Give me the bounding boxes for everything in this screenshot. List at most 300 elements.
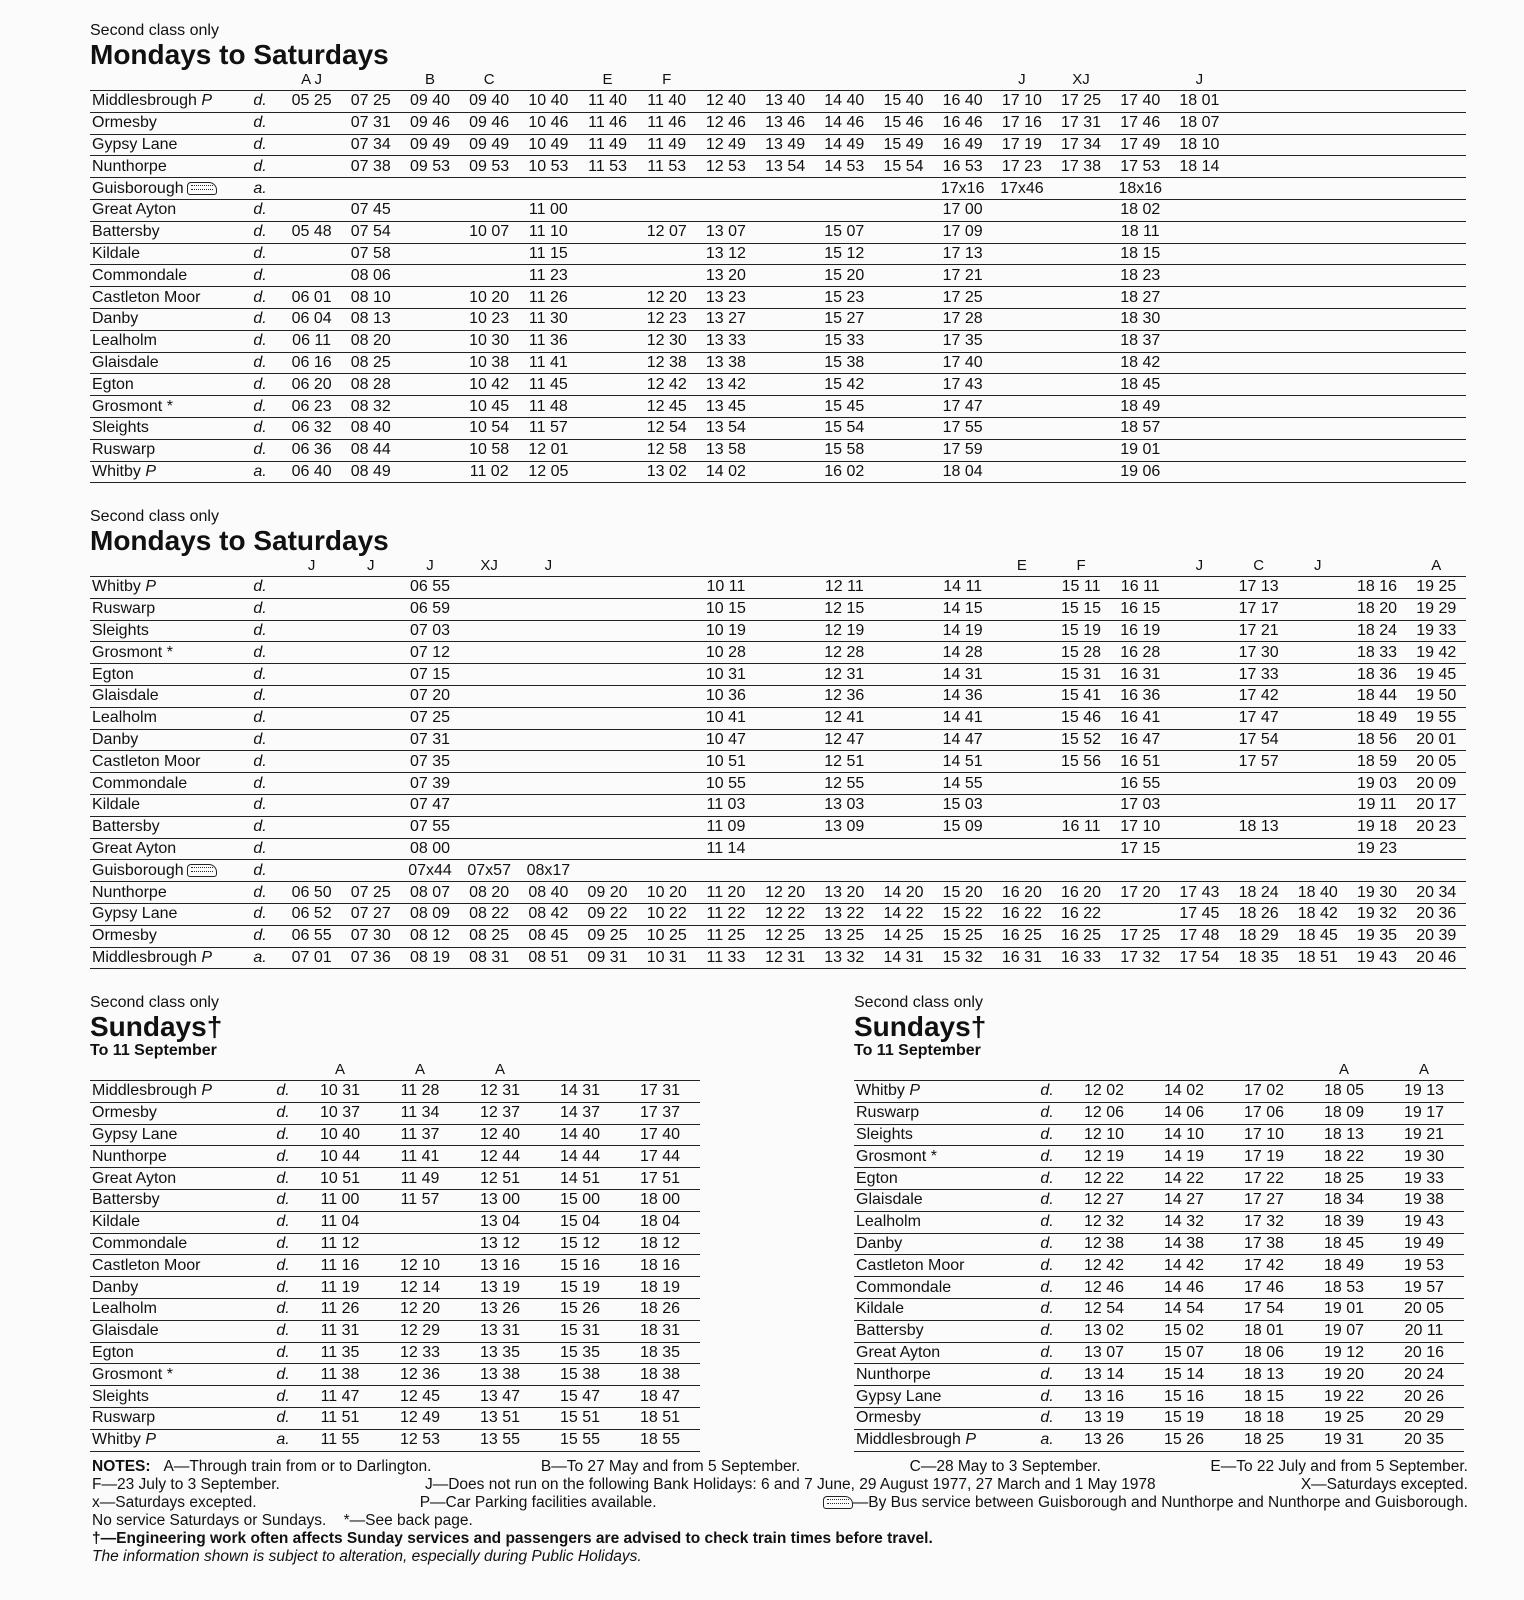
time-cell [578, 860, 637, 882]
footnote-code [933, 556, 992, 577]
time-cell [1170, 265, 1229, 287]
time-cell: 13 04 [460, 1211, 540, 1233]
arr-dep-marker: d. [266, 1407, 300, 1429]
time-cell [756, 221, 815, 243]
station-label: Castleton Moor [92, 752, 201, 770]
time-cell: 14 31 [933, 664, 992, 686]
time-cell: 10 49 [519, 134, 578, 156]
time-cell: 11 41 [519, 352, 578, 374]
footnote-code [1224, 1060, 1304, 1081]
time-cell: 20 05 [1407, 751, 1466, 773]
time-cell [992, 221, 1051, 243]
time-cell [1407, 439, 1466, 461]
time-cell [341, 707, 400, 729]
time-cell: 15 25 [933, 925, 992, 947]
time-cell [1051, 461, 1110, 483]
station-label: Middlesbrough [92, 948, 197, 966]
time-cell [1407, 221, 1466, 243]
station-label: Nunthorpe [92, 1147, 167, 1165]
time-cell: 19 18 [1347, 816, 1406, 838]
time-cell [992, 664, 1051, 686]
time-cell [1288, 265, 1347, 287]
time-cell: 17x46 [992, 178, 1051, 200]
timetable-sundays-outbound [90, 994, 700, 1452]
table-row [854, 1320, 1464, 1342]
time-cell: 06 55 [400, 577, 459, 599]
footnote-code: J [1018, 71, 1026, 88]
parking-marker: P [965, 1431, 977, 1449]
time-cell [341, 751, 400, 773]
time-cell: 17 40 [620, 1124, 700, 1146]
time-cell [282, 199, 341, 221]
time-cell [1229, 461, 1288, 483]
arr-dep-marker: d. [266, 1320, 300, 1342]
time-cell: 17 32 [1224, 1211, 1304, 1233]
station-name [90, 1342, 266, 1364]
time-cell [637, 642, 696, 664]
station-name [90, 729, 238, 751]
station-name [90, 1407, 266, 1429]
station-name [90, 265, 238, 287]
time-cell: 18 49 [1111, 396, 1170, 418]
time-cell: 10 22 [637, 903, 696, 925]
time-cell [696, 860, 755, 882]
time-cell: 12 40 [696, 91, 755, 113]
arr-dep-marker: d. [1030, 1146, 1064, 1168]
time-cell [874, 685, 933, 707]
time-cell: 12 46 [696, 112, 755, 134]
time-cell [1407, 417, 1466, 439]
time-cell: 13 38 [696, 352, 755, 374]
footnote-code-row [90, 70, 1466, 91]
time-cell: 13 16 [1064, 1386, 1144, 1408]
time-cell [1170, 417, 1229, 439]
time-cell: 17 31 [1051, 112, 1110, 134]
time-cell: 10 40 [300, 1124, 380, 1146]
time-cell [1170, 577, 1229, 599]
station-label: Middlesbrough [856, 1431, 961, 1449]
time-cell: 16 11 [1051, 816, 1110, 838]
station-label: Commondale [92, 266, 188, 284]
time-cell [1229, 199, 1288, 221]
time-cell [1229, 439, 1288, 461]
table-row [90, 642, 1466, 664]
time-cell: 16 31 [992, 947, 1051, 969]
time-cell [578, 816, 637, 838]
station-label: Danby [92, 310, 139, 328]
time-cell [1288, 91, 1347, 113]
bus-icon [823, 1496, 853, 1509]
arr-dep-marker: d. [238, 598, 282, 620]
time-cell [578, 461, 637, 483]
arr-dep-marker: d. [1030, 1168, 1064, 1190]
time-cell: 18 13 [1224, 1364, 1304, 1386]
station-name [90, 1233, 266, 1255]
time-cell: 15 27 [815, 308, 874, 330]
time-cell [1051, 221, 1110, 243]
station-label: Kildale [92, 1213, 141, 1231]
time-cell: 14 47 [933, 729, 992, 751]
table-row [90, 685, 1466, 707]
time-cell: 13 45 [696, 396, 755, 418]
time-cell: 10 20 [637, 882, 696, 904]
time-cell [578, 751, 637, 773]
time-cell: 15 04 [540, 1211, 620, 1233]
time-cell: 19 22 [1304, 1386, 1384, 1408]
time-cell [1229, 91, 1288, 113]
station-name [854, 1342, 1030, 1364]
time-cell: 08 40 [341, 417, 400, 439]
time-cell: 18 29 [1229, 925, 1288, 947]
timetable-table [90, 556, 1466, 969]
time-cell: 12 36 [815, 685, 874, 707]
time-cell: 14 10 [1144, 1124, 1224, 1146]
time-cell [519, 816, 578, 838]
time-cell: 17 40 [933, 352, 992, 374]
station-name [854, 1211, 1030, 1233]
time-cell: 19 20 [1304, 1364, 1384, 1386]
time-cell: 17 43 [933, 374, 992, 396]
time-cell [1347, 112, 1406, 134]
time-cell: 20 16 [1384, 1342, 1464, 1364]
time-cell: 12 53 [696, 156, 755, 178]
time-cell: 17 00 [933, 199, 992, 221]
time-cell: 12 14 [380, 1277, 460, 1299]
station-label: Whitby [92, 1431, 141, 1449]
time-cell [460, 620, 519, 642]
station-label: Grosmont * [92, 397, 173, 415]
time-cell: 16 36 [1111, 685, 1170, 707]
station-name [90, 156, 238, 178]
time-cell [756, 439, 815, 461]
arr-dep-marker: d. [266, 1386, 300, 1408]
time-cell: 13 19 [1064, 1407, 1144, 1429]
time-cell: 13 38 [460, 1364, 540, 1386]
time-cell: 16 53 [933, 156, 992, 178]
time-cell: 07 01 [282, 947, 341, 969]
time-cell [400, 352, 459, 374]
time-cell: 07 15 [400, 664, 459, 686]
time-cell: 07 25 [400, 707, 459, 729]
arr-dep-marker: d. [1030, 1081, 1064, 1103]
time-cell: 19 13 [1384, 1081, 1464, 1103]
station-label: Great Ayton [92, 1169, 177, 1187]
time-cell: 13 35 [460, 1342, 540, 1364]
time-cell: 10 30 [460, 330, 519, 352]
time-cell [1170, 374, 1229, 396]
time-cell: 11 20 [696, 882, 755, 904]
time-cell: 16 11 [1111, 577, 1170, 599]
time-cell: 18 22 [1304, 1146, 1384, 1168]
time-cell [578, 794, 637, 816]
time-cell: 10 51 [300, 1168, 380, 1190]
footnote-code: J [1195, 557, 1204, 574]
station-name [854, 1233, 1030, 1255]
time-cell [637, 243, 696, 265]
time-cell: 07 30 [341, 925, 400, 947]
time-cell: 18 39 [1304, 1211, 1384, 1233]
footnote-code: J [1314, 557, 1322, 574]
time-cell: 11 49 [380, 1168, 460, 1190]
time-cell: 13 42 [696, 374, 755, 396]
time-cell: 11 10 [519, 221, 578, 243]
time-cell: 18 11 [1111, 221, 1170, 243]
station-label: Nunthorpe [92, 157, 167, 175]
time-cell [874, 577, 933, 599]
time-cell: 17 44 [620, 1146, 700, 1168]
time-cell [756, 577, 815, 599]
time-cell [1347, 134, 1406, 156]
arr-dep-marker: d. [238, 903, 282, 925]
time-cell: 13 02 [1064, 1320, 1144, 1342]
time-cell: 07x44 [400, 860, 459, 882]
time-cell [578, 707, 637, 729]
time-cell: 10 58 [460, 439, 519, 461]
time-cell [1229, 330, 1288, 352]
time-cell: 06 01 [282, 287, 341, 309]
time-cell: 18 18 [1224, 1407, 1304, 1429]
time-cell [1051, 287, 1110, 309]
time-cell: 16 51 [1111, 751, 1170, 773]
time-cell: 15 40 [874, 91, 933, 113]
time-cell [578, 664, 637, 686]
time-cell: 17 02 [1224, 1081, 1304, 1103]
time-cell: 12 45 [380, 1386, 460, 1408]
time-cell: 19 23 [1347, 838, 1406, 860]
time-cell: 15 35 [540, 1342, 620, 1364]
arr-dep-marker: d. [238, 439, 282, 461]
time-cell: 11 02 [460, 461, 519, 483]
station-label: Gypsy Lane [92, 905, 178, 923]
time-cell: 08 20 [460, 882, 519, 904]
time-cell [282, 685, 341, 707]
time-cell: 19 45 [1407, 664, 1466, 686]
time-cell: 11 53 [637, 156, 696, 178]
station-label: Commondale [92, 774, 188, 792]
time-cell: 07 25 [341, 882, 400, 904]
time-cell: 15 20 [933, 882, 992, 904]
time-cell: 12 42 [1064, 1255, 1144, 1277]
arr-dep-marker: a. [266, 1429, 300, 1451]
time-cell: 12 31 [815, 664, 874, 686]
time-cell: 15 54 [874, 156, 933, 178]
station-name [854, 1429, 1030, 1451]
arr-dep-marker: d. [266, 1102, 300, 1124]
station-label: Ormesby [856, 1409, 921, 1427]
time-cell: 17 27 [1224, 1189, 1304, 1211]
time-cell: 20 24 [1384, 1364, 1464, 1386]
arr-dep-marker: d. [238, 134, 282, 156]
time-cell [756, 243, 815, 265]
time-cell: 13 26 [460, 1298, 540, 1320]
time-cell [578, 199, 637, 221]
time-cell: 15 22 [933, 903, 992, 925]
time-cell: 14 49 [815, 134, 874, 156]
time-cell [519, 598, 578, 620]
time-cell [874, 707, 933, 729]
note-dagger: †—Engineering work often affects Sunday services and passengers are advised to check train times before travel. [92, 1530, 933, 1547]
time-cell [992, 352, 1051, 374]
arr-dep-marker: d. [238, 642, 282, 664]
time-cell: 08 40 [519, 882, 578, 904]
time-cell: 12 02 [1064, 1081, 1144, 1103]
time-cell: 13 07 [1064, 1342, 1144, 1364]
footnote-code [1111, 70, 1170, 91]
time-cell [1229, 134, 1288, 156]
time-cell [874, 374, 933, 396]
time-cell: 15 46 [1051, 707, 1110, 729]
time-cell: 17 34 [1051, 134, 1110, 156]
time-cell: 18 49 [1304, 1255, 1384, 1277]
time-cell: 14 19 [933, 620, 992, 642]
time-cell: 11 33 [696, 947, 755, 969]
time-cell [815, 199, 874, 221]
time-cell: 11 51 [300, 1407, 380, 1429]
time-cell: 13 26 [1064, 1429, 1144, 1451]
station-name [854, 1386, 1030, 1408]
time-cell [1051, 417, 1110, 439]
code-spacer [90, 70, 282, 91]
station-name [854, 1189, 1030, 1211]
time-cell: 20 17 [1407, 794, 1466, 816]
table-row [90, 1386, 700, 1408]
time-cell: 08 12 [400, 925, 459, 947]
dagger-icon: † [206, 1011, 223, 1042]
time-cell: 08 07 [400, 882, 459, 904]
time-cell [756, 308, 815, 330]
time-cell [341, 664, 400, 686]
time-cell: 06 36 [282, 439, 341, 461]
time-cell [874, 308, 933, 330]
arr-dep-marker: d. [238, 707, 282, 729]
time-cell: 16 55 [1111, 773, 1170, 795]
footnote-code [1407, 70, 1466, 91]
time-cell: 19 43 [1347, 947, 1406, 969]
arr-dep-marker: d. [266, 1277, 300, 1299]
time-cell: 16 25 [1051, 925, 1110, 947]
station-name [90, 794, 238, 816]
time-cell: 15 00 [540, 1189, 620, 1211]
station-name [90, 1102, 266, 1124]
arr-dep-marker: d. [238, 664, 282, 686]
table-row [90, 91, 1466, 113]
time-cell [460, 199, 519, 221]
station-name [90, 308, 238, 330]
time-cell [400, 439, 459, 461]
time-cell: 17 03 [1111, 794, 1170, 816]
station-label: Whitby [856, 1082, 905, 1100]
footnote-code: J [426, 557, 434, 574]
time-cell [341, 620, 400, 642]
time-cell: 15 07 [815, 221, 874, 243]
arr-dep-marker: d. [266, 1168, 300, 1190]
time-cell [1288, 773, 1347, 795]
table-row [854, 1298, 1464, 1320]
station-label: Battersby [856, 1322, 924, 1340]
time-cell [756, 598, 815, 620]
station-name [90, 707, 238, 729]
time-cell [1407, 330, 1466, 352]
footnote-code: A [414, 1061, 425, 1078]
time-cell: 12 41 [815, 707, 874, 729]
table-row [90, 1168, 700, 1190]
station-label: Sleights [92, 419, 149, 437]
time-cell: 18 14 [1170, 156, 1229, 178]
time-cell: 06 32 [282, 417, 341, 439]
time-cell [282, 729, 341, 751]
time-cell: 11 30 [519, 308, 578, 330]
arr-dep-marker: d. [1030, 1233, 1064, 1255]
time-cell: 13 03 [815, 794, 874, 816]
time-cell: 18 00 [620, 1189, 700, 1211]
time-cell: 20 01 [1407, 729, 1466, 751]
time-cell [1288, 178, 1347, 200]
time-cell: 15 52 [1051, 729, 1110, 751]
day-heading: Sundays† [90, 1011, 223, 1042]
time-cell: 08 25 [341, 352, 400, 374]
table-row [90, 287, 1466, 309]
time-cell [400, 199, 459, 221]
time-cell: 18 26 [620, 1298, 700, 1320]
time-cell: 08 49 [341, 461, 400, 483]
time-cell: 08 06 [341, 265, 400, 287]
time-cell: 12 25 [756, 925, 815, 947]
time-cell [282, 265, 341, 287]
time-cell: 17 28 [933, 308, 992, 330]
time-cell: 19 42 [1407, 642, 1466, 664]
arr-dep-marker: d. [266, 1211, 300, 1233]
time-cell [519, 729, 578, 751]
table-row [90, 816, 1466, 838]
sub-heading: To 11 September [90, 1042, 217, 1059]
time-cell: 17 49 [1111, 134, 1170, 156]
arr-dep-marker: d. [1030, 1124, 1064, 1146]
time-cell: 18 24 [1347, 620, 1406, 642]
time-cell [282, 620, 341, 642]
time-cell [874, 838, 933, 860]
time-cell: 11 47 [300, 1386, 380, 1408]
time-cell: 10 23 [460, 308, 519, 330]
time-cell: 12 07 [637, 221, 696, 243]
time-cell: 08 09 [400, 903, 459, 925]
time-cell [1288, 860, 1347, 882]
time-cell: 07 03 [400, 620, 459, 642]
table-row [854, 1146, 1464, 1168]
time-cell [874, 773, 933, 795]
time-cell [756, 751, 815, 773]
time-cell: 13 12 [696, 243, 755, 265]
time-cell: 12 29 [380, 1320, 460, 1342]
time-cell: 12 58 [637, 439, 696, 461]
table-row [90, 1407, 700, 1429]
time-cell: 10 41 [696, 707, 755, 729]
time-cell [1051, 794, 1110, 816]
time-cell [1288, 816, 1347, 838]
time-cell [992, 598, 1051, 620]
time-cell [282, 577, 341, 599]
notes-line-2 [92, 1476, 1468, 1494]
table-row [90, 882, 1466, 904]
code-spacer [90, 556, 282, 577]
footnote-code [696, 556, 755, 577]
station-name [90, 1429, 266, 1451]
time-cell [519, 685, 578, 707]
time-cell: 18 35 [620, 1342, 700, 1364]
time-cell [1229, 112, 1288, 134]
notes [92, 1458, 1468, 1566]
arr-dep-marker: d. [1030, 1277, 1064, 1299]
arr-dep-marker: d. [238, 265, 282, 287]
